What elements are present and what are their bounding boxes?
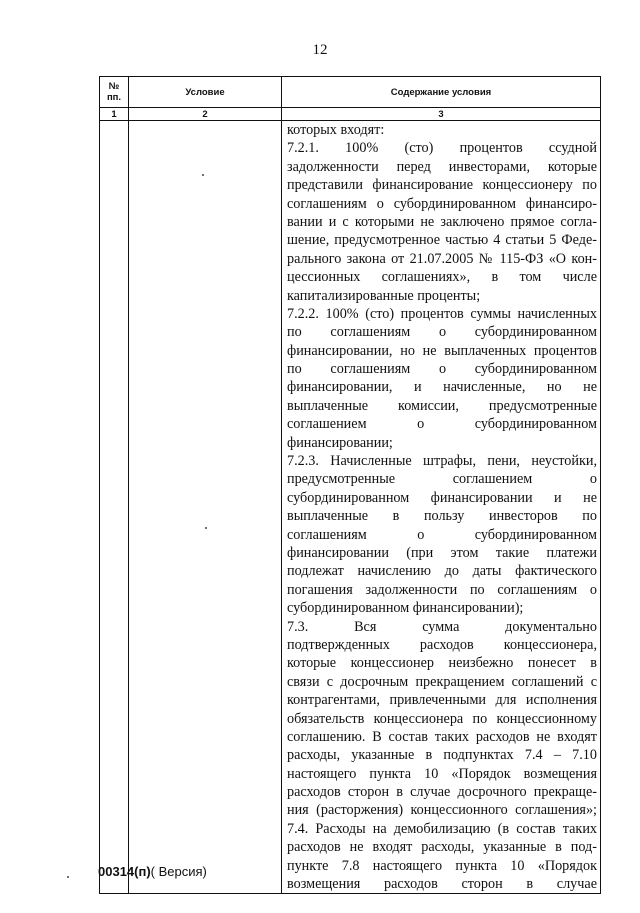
header-condition: Условие (129, 77, 282, 108)
content-line: соглашению. В состав таких расходов не входят (287, 728, 597, 745)
column-number-3: 3 (282, 108, 601, 121)
content-line: предусмотренные соглашением о (287, 471, 597, 488)
content-line: контрагентами, привлеченными для исполнения (287, 692, 597, 709)
content-line: вании и с которыми не заключено прямое согла- (287, 213, 597, 230)
content-line: соглашением о субординированном (287, 416, 597, 433)
document-version: ( Версия) (150, 864, 207, 879)
document-code (98, 864, 207, 879)
column-number-row (100, 108, 601, 121)
content-line: выплаченные комиссии, предусмотренные (287, 397, 597, 414)
conditions-table (99, 76, 601, 894)
content-text (287, 121, 597, 893)
content-line: обязательств концессионера по концессионному (287, 710, 597, 727)
content-line: связи с досрочным прекращением соглашений с (287, 673, 597, 690)
content-line: соглашениям о субординированном финансиро- (287, 195, 597, 212)
content-line: погашения задолженности по соглашениям о (287, 581, 597, 598)
content-line: шение, предусмотренное частью 4 статьи 5 Феде- (287, 232, 597, 249)
content-line: 7.2.2. 100% (сто) процентов суммы начисленных (287, 305, 597, 322)
content-line: финансировании (при этом такие платежи (287, 544, 597, 561)
content-line: 7.2.3. Начисленные штрафы, пени, неустойки, (287, 453, 597, 470)
content-line: подлежат начислению до даты фактического (287, 563, 597, 580)
row-condition-cell (129, 121, 282, 894)
content-line: 7.3. Вся сумма документально (287, 618, 597, 635)
content-line: 7.2.1. 100% (сто) процентов ссудной (287, 140, 597, 157)
column-number-1: 1 (100, 108, 129, 121)
content-line: финансировании, и начисленные, но не (287, 379, 597, 396)
content-line: рального закона от 21.07.2005 № 115-ФЗ «О кон- (287, 250, 597, 267)
content-line: подтвержденных расходов концессионера, (287, 636, 597, 653)
content-line: ния (расторжения) концессионного соглашения»; (287, 802, 597, 819)
content-line: расходов сторон в случае досрочного прекраще- (287, 784, 597, 801)
content-line: по соглашениям о субординированном (287, 361, 597, 378)
content-line: настоящего пункта 10 «Порядок возмещения (287, 765, 597, 782)
content-line: цессионных соглашениях», в том числе (287, 269, 597, 286)
content-line: субординированном финансировании); (287, 600, 524, 617)
content-line: финансировании, но не выплаченных процентов (287, 342, 597, 359)
row-number-cell (100, 121, 129, 894)
scan-speck (202, 174, 204, 176)
row-content-cell (282, 121, 601, 894)
content-line: финансировании; (287, 434, 393, 451)
header-number (100, 77, 129, 108)
content-line: пункте 7.8 настоящего пункта 10 «Порядок (287, 857, 597, 874)
table-header-row (100, 77, 601, 108)
content-line: выплаченные в пользу инвесторов по (287, 508, 597, 525)
content-line: которых входят: (287, 122, 385, 138)
content-line: по соглашениям о субординированном (287, 324, 597, 341)
content-line: субординированном финансировании и не (287, 489, 597, 506)
page-number: 12 (312, 42, 328, 58)
content-line: задолженности перед инвесторами, которые (287, 158, 597, 175)
content-line: расходов не входят расходы, указанные в под- (287, 839, 597, 856)
content-line: соглашениям о субординированном (287, 526, 597, 543)
scan-speck (205, 527, 207, 529)
header-content: Содержание условия (282, 77, 601, 108)
content-line: которые концессионер неизбежно понесет в (287, 655, 597, 672)
content-line: расходы, указанные в подпунктах 7.4 – 7.10 (287, 747, 597, 764)
column-number-2: 2 (129, 108, 282, 121)
scan-speck (67, 876, 69, 878)
content-line: 7.4. Расходы на демобилизацию (в состав таких (287, 820, 597, 837)
content-line: представили финансирование концессионеру по (287, 177, 597, 194)
content-line: капитализированные проценты; (287, 287, 481, 304)
table-row (100, 121, 601, 894)
header-number-label: № пп. (106, 81, 122, 103)
document-code-number: 00314(п) (98, 864, 151, 879)
content-line: возмещения расходов сторон в случае (287, 876, 597, 893)
